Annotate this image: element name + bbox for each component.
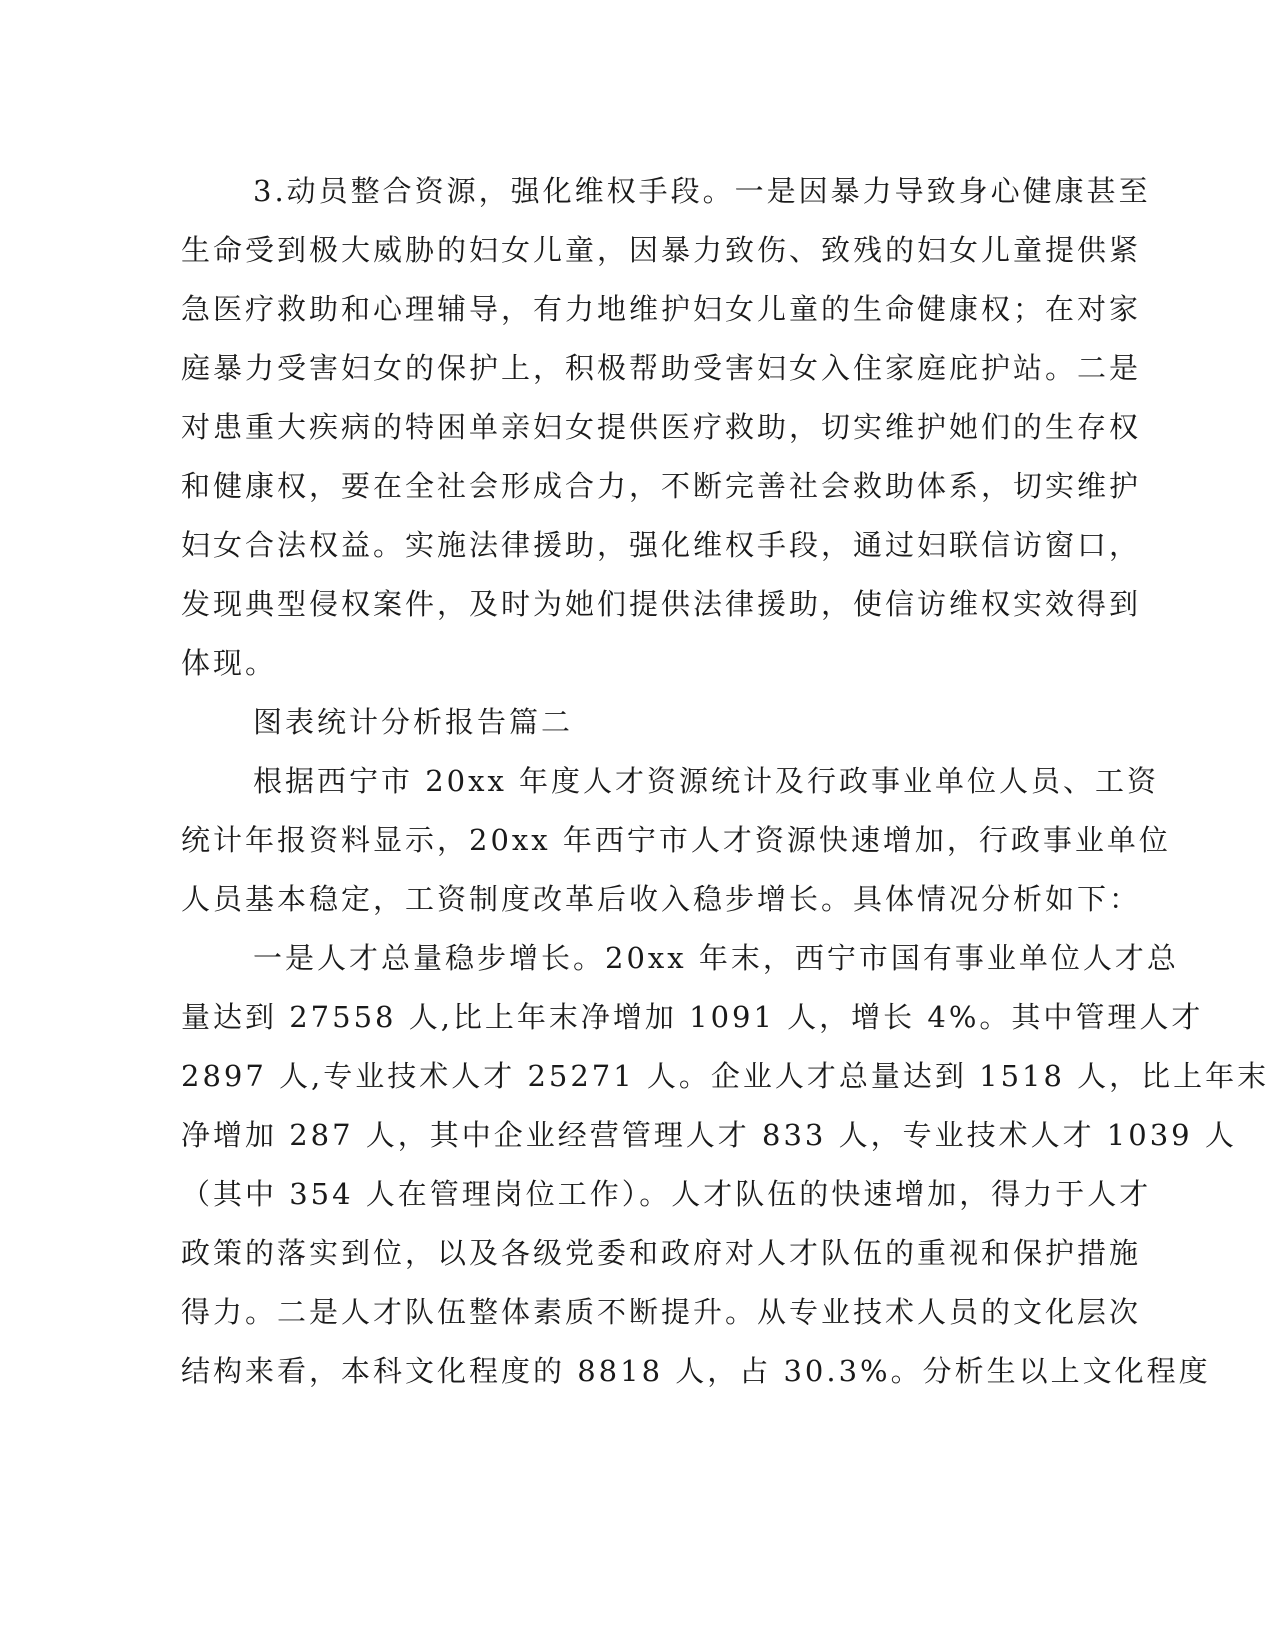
paragraph-line: 人员基本稳定，工资制度改革后收入稳步增长。具体情况分析如下： (181, 882, 1142, 916)
paragraph-line: 根据西宁市 20xx 年度人才资源统计及行政事业单位人员、工资 (253, 764, 1160, 798)
section-heading: 图表统计分析报告篇二 (253, 705, 574, 739)
paragraph-line: 2897 人,专业技术人才 25271 人。企业人才总量达到 1518 人，比上年末 (181, 1059, 1270, 1093)
paragraph-line: 结构来看，本科文化程度的 8818 人，占 30.3%。分析生以上文化程度 (181, 1354, 1211, 1388)
paragraph-line: 得力。二是人才队伍整体素质不断提升。从专业技术人员的文化层次 (181, 1295, 1142, 1329)
paragraph-line: 统计年报资料显示，20xx 年西宁市人才资源快速增加，行政事业单位 (181, 823, 1171, 857)
paragraph-line: 政策的落实到位，以及各级党委和政府对人才队伍的重视和保护措施 (181, 1236, 1142, 1270)
paragraph-line: 一是人才总量稳步增长。20xx 年末，西宁市国有事业单位人才总 (253, 941, 1179, 975)
paragraph-line: 妇女合法权益。实施法律援助，强化维权手段，通过妇联信访窗口， (181, 528, 1142, 562)
paragraph-line: 急医疗救助和心理辅导，有力地维护妇女儿童的生命健康权；在对家 (181, 292, 1142, 326)
paragraph-line: 生命受到极大威胁的妇女儿童，因暴力致伤、致残的妇女儿童提供紧 (181, 233, 1142, 267)
paragraph-line: 量达到 27558 人,比上年末净增加 1091 人，增长 4%。其中管理人才 (181, 1000, 1204, 1034)
paragraph-line: 净增加 287 人，其中企业经营管理人才 833 人，专业技术人才 1039 人 (181, 1118, 1237, 1152)
paragraph-line: （其中 354 人在管理岗位工作）。人才队伍的快速增加，得力于人才 (181, 1177, 1152, 1211)
paragraph-line: 3.动员整合资源，强化维权手段。一是因暴力导致身心健康甚至 (253, 174, 1151, 208)
paragraph-line: 体现。 (181, 646, 278, 680)
paragraph-line: 庭暴力受害妇女的保护上，积极帮助受害妇女入住家庭庇护站。二是 (181, 351, 1142, 385)
paragraph-line: 发现典型侵权案件，及时为她们提供法律援助，使信访维权实效得到 (181, 587, 1142, 621)
document-body (181, 162, 1270, 1401)
paragraph-line: 对患重大疾病的特困单亲妇女提供医疗救助，切实维护她们的生存权 (181, 410, 1142, 444)
paragraph-line: 和健康权，要在全社会形成合力，不断完善社会救助体系，切实维护 (181, 469, 1142, 503)
